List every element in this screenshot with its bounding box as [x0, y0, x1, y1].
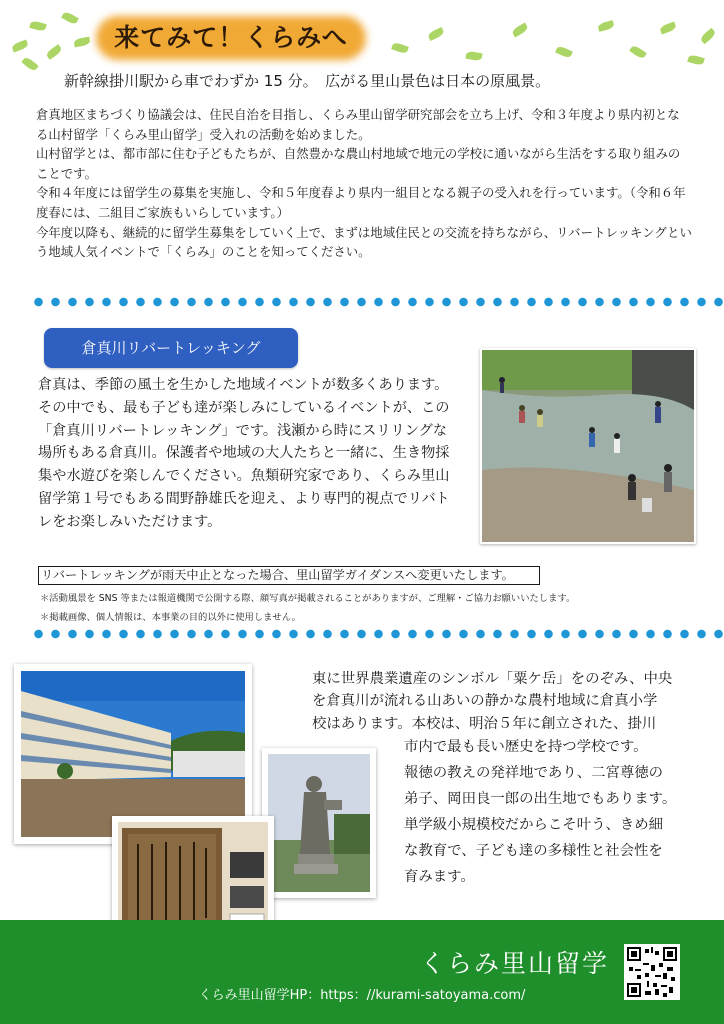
- rain-notice: リバートレッキングが雨天中止となった場合、里山留学ガイダンスへ変更いたします。: [38, 566, 540, 585]
- school-line: 報徳の教えの発祥地であり、二宮尊徳の: [404, 765, 664, 781]
- dotted-divider-bottom: [30, 628, 724, 640]
- intro-paragraph: 今年度以降も、継続的に留学生募集をしていく上で、まずは地域住民との交流を持ちながら、リバートレッキングという地域人気イベントで「くらみ」のことを知ってください。: [36, 224, 692, 260]
- page-title: [96, 16, 366, 60]
- school-line: 東に世界農業遺産のシンボル「粟ケ岳」をのぞみ、中央: [312, 671, 673, 687]
- sns-note: ＊活動風景を SNS 等または報道機関で公開する際、顔写真が掲載されることがありますが、ご理解・ご協力お願いいたします。: [40, 593, 576, 604]
- intro-paragraph: 令和４年度には留学生の募集を実施し、令和５年度春より県内一組目となる親子の受入れを行っています。（令和６年度春には、二組目ご家族もいらしています。）: [36, 185, 686, 220]
- dotted-divider-top: [30, 296, 724, 308]
- intro-paragraph: 山村留学とは、都市部に住む子どもたちが、自然豊かな農山村地域で地元の学校に通いながら生活をする取り組みのことです。: [36, 146, 681, 181]
- page-title-text: 来てみて！くらみへ: [114, 23, 348, 52]
- footer-url-link[interactable]: くらみ里山留学HP：https：//kurami-satoyama.com/: [198, 988, 526, 1003]
- privacy-note: ＊掲載画像、個人情報は、本事業の目的以外に使用しません。: [40, 612, 301, 623]
- river-body: 倉真は、季節の風土を生かした地域イベントが数多くあります。その中でも、最も子ども達が楽しみにしているイベントが、この「倉真川リバートレッキング」です。浅瀬から時にスリリングな場所もある倉真川。保護者や地域の大人たちと一緒に、生き物採集や水遊びを楽しんでください。魚類研究家であり、くらみ里山留学第１号でもある間野静雄氏を迎え、より専門的視点でリバトレをお楽しみいただけます。: [38, 377, 450, 530]
- school-line: な教育で、子ども達の多様性と社会性を: [404, 843, 663, 859]
- footer-brand: くらみ里山留学: [420, 949, 610, 978]
- school-line: 弟子、岡田良一郎の出生地でもあります。: [404, 791, 677, 807]
- school-line: 育みます。: [404, 869, 475, 885]
- river-trekking-photo: [480, 348, 696, 544]
- statue-photo: [262, 748, 376, 898]
- footer-banner: [0, 920, 724, 1024]
- intro-section: [36, 105, 692, 262]
- river-heading: 倉真川リバートレッキング: [44, 328, 298, 368]
- school-line: 単学級小規模校だからこそ叶う、きめ細: [404, 817, 664, 833]
- school-line: 市内で最も長い歴史を持つ学校です。: [404, 739, 648, 755]
- school-line: 校はあります。本校は、明治５年に創立された、掛川: [312, 716, 657, 732]
- page-subtitle: 新幹線掛川駅から車でわずか 15 分。 広がる里山景色は日本の原風景。: [64, 72, 551, 90]
- intro-paragraph: 倉真地区まちづくり協議会は、住民自治を目指し、くらみ里山留学研究部会を立ち上げ、令和３年度より県内初となる山村留学「くらみ里山留学」受入れの活動を始めました。: [36, 107, 680, 142]
- school-line: を倉真川が流れる山あいの静かな農村地域に倉真小学: [312, 693, 658, 709]
- qr-code-icon[interactable]: [624, 944, 680, 1000]
